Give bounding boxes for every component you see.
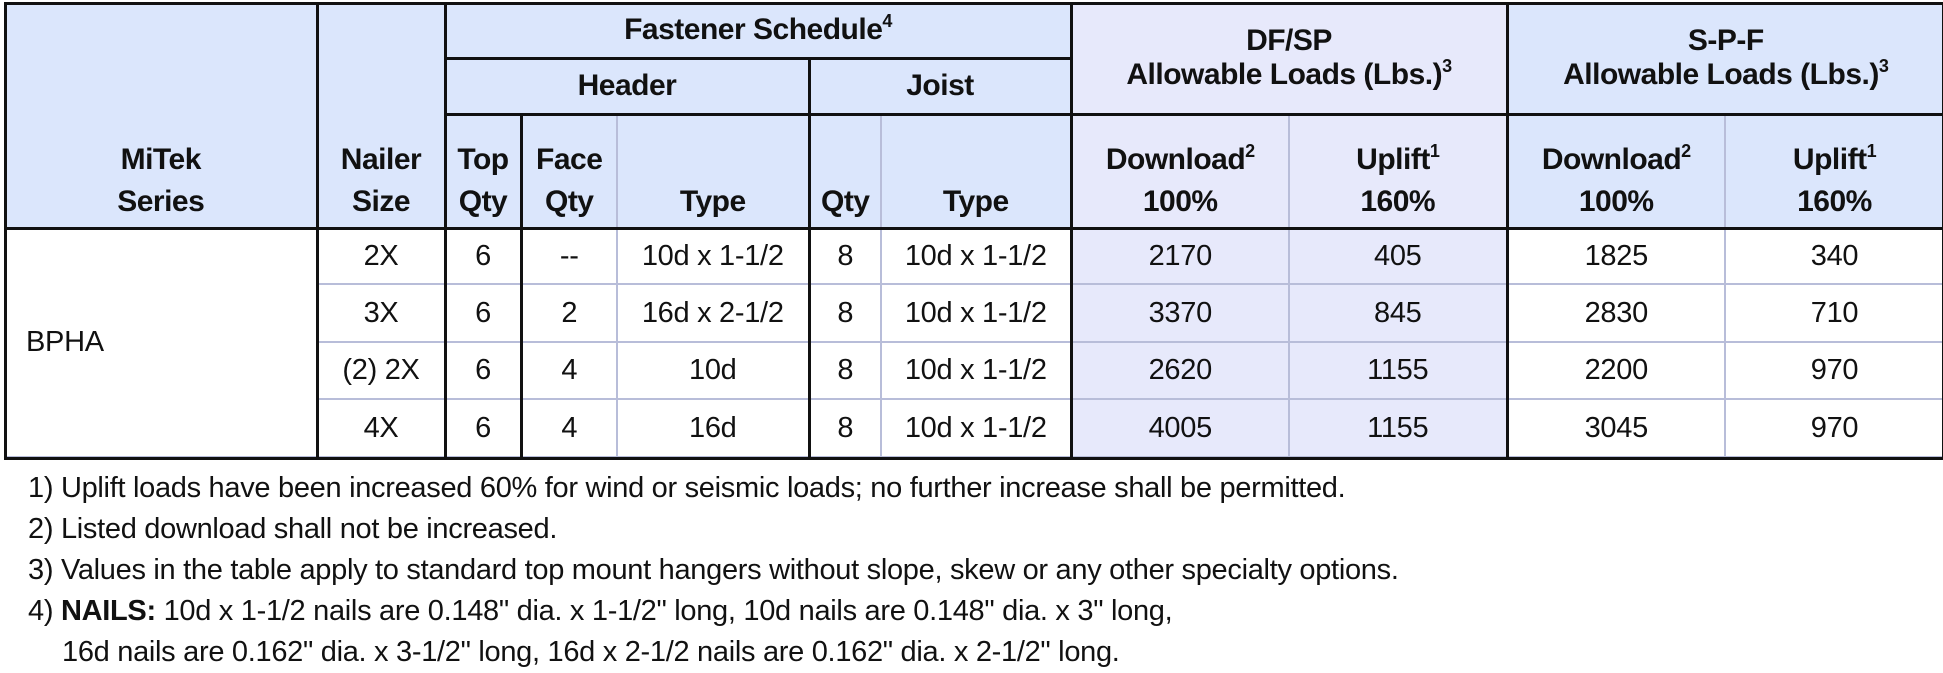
spf-uplift-label: Uplift — [1792, 142, 1867, 176]
header-joist-type — [881, 114, 1071, 228]
joist-type-cell: 10d x 1-1/2 — [881, 342, 1071, 400]
header-dfsp — [1071, 3, 1507, 114]
header-face-qty — [521, 114, 617, 228]
dfsp-allowable-label: Allowable Loads (Lbs.) — [1126, 58, 1443, 92]
spf-uplift-cell: 970 — [1725, 399, 1943, 457]
dfsp-download-cell: 4005 — [1071, 399, 1289, 457]
spf-uplift-pct: 160% — [1797, 184, 1872, 218]
footnote-ref-4: 4 — [882, 11, 892, 32]
series-label-line1: MiTek — [120, 142, 201, 176]
dfsp-uplift-cell: 405 — [1289, 228, 1507, 284]
header-group-label: Header — [577, 69, 677, 102]
spf-download-cell: 3045 — [1507, 399, 1725, 457]
header-joist-group — [809, 58, 1071, 114]
joist-qty-label: Qty — [820, 184, 870, 218]
nailer-label-line2: Size — [351, 184, 411, 218]
top-qty-cell: 6 — [445, 284, 521, 342]
dfsp-uplift-pct: 160% — [1360, 184, 1436, 218]
footnote-2: 2) Listed download shall not be increased. — [28, 513, 558, 545]
top-qty-cell: 6 — [445, 342, 521, 400]
footnote-3: 3) Values in the table apply to standard top mount hangers without slope, skew or any other specialty options. — [28, 554, 1399, 586]
footnote-ref-2: 2 — [1245, 140, 1255, 161]
face-qty-cell: 2 — [521, 284, 617, 342]
spf-uplift-cell: 340 — [1725, 228, 1943, 284]
footnote-4-continued: 16d nails are 0.162" dia. x 3-1/2" long, 16d x 2-1/2 nails are 0.162" dia. x 2-1/2" long. — [62, 636, 1120, 668]
header-joist-qty — [809, 114, 881, 228]
dfsp-download-pct: 100% — [1142, 184, 1218, 218]
spf-download-cell: 1825 — [1507, 228, 1725, 284]
face-qty-cell: 4 — [521, 399, 617, 457]
dfsp-download-cell: 2170 — [1071, 228, 1289, 284]
joist-type-label: Type — [942, 184, 1009, 218]
footnote-1: 1) Uplift loads have been increased 60% for wind or seismic loads; no further increase shall be permitted. — [28, 472, 1346, 504]
spf-label: S-P-F — [1687, 24, 1764, 58]
header-spf-download — [1507, 114, 1725, 228]
footnotes — [28, 468, 1399, 673]
joist-qty-cell: 8 — [809, 342, 881, 400]
header-header-type — [617, 114, 809, 228]
footnote-ref-3: 3 — [1878, 56, 1889, 77]
joist-type-cell: 10d x 1-1/2 — [881, 228, 1071, 284]
footnote-ref-1: 1 — [1866, 140, 1877, 161]
header-mitek-series — [5, 3, 317, 228]
dfsp-uplift-label: Uplift — [1356, 142, 1430, 176]
header-dfsp-download — [1071, 114, 1289, 228]
top-qty-cell: 6 — [445, 399, 521, 457]
joist-qty-cell: 8 — [809, 399, 881, 457]
header-spf — [1507, 3, 1943, 114]
face-qty-line1: Face — [536, 142, 603, 176]
series-cell: BPHA — [5, 228, 317, 457]
load-table — [4, 2, 1943, 458]
header-dfsp-uplift — [1289, 114, 1507, 228]
fastener-schedule-label: Fastener Schedule — [624, 13, 883, 47]
nailer-cell: (2) 2X — [317, 342, 445, 400]
top-qty-cell: 6 — [445, 228, 521, 284]
joist-type-cell: 10d x 1-1/2 — [881, 284, 1071, 342]
dfsp-uplift-cell: 1155 — [1289, 399, 1507, 457]
table-row — [5, 228, 1943, 284]
footnote-4 — [28, 591, 1399, 632]
face-qty-cell: -- — [521, 228, 617, 284]
nailer-cell: 3X — [317, 284, 445, 342]
dfsp-download-cell: 3370 — [1071, 284, 1289, 342]
header-spf-uplift — [1725, 114, 1943, 228]
joist-group-label: Joist — [906, 69, 974, 102]
header-fastener-schedule — [445, 3, 1071, 58]
face-qty-line2: Qty — [544, 184, 594, 218]
face-qty-cell: 4 — [521, 342, 617, 400]
joist-qty-cell: 8 — [809, 284, 881, 342]
nailer-cell: 4X — [317, 399, 445, 457]
spf-download-cell: 2200 — [1507, 342, 1725, 400]
spf-uplift-cell: 710 — [1725, 284, 1943, 342]
footnote-4-text: 10d x 1-1/2 nails are 0.148" dia. x 1-1/2" long, 10d nails are 0.148" dia. x 3" long, — [155, 595, 1173, 627]
spf-download-pct: 100% — [1578, 184, 1654, 218]
dfsp-uplift-cell: 845 — [1289, 284, 1507, 342]
spf-download-cell: 2830 — [1507, 284, 1725, 342]
joist-type-cell: 10d x 1-1/2 — [881, 399, 1071, 457]
header-type-cell: 16d x 2-1/2 — [617, 284, 809, 342]
spf-allowable-label: Allowable Loads (Lbs.) — [1563, 58, 1879, 92]
series-label-line2: Series — [117, 184, 205, 218]
header-type-cell: 10d — [617, 342, 809, 400]
spf-download-label: Download — [1541, 142, 1682, 176]
joist-qty-cell: 8 — [809, 228, 881, 284]
top-qty-line2: Qty — [458, 184, 508, 218]
dfsp-download-label: Download — [1105, 142, 1246, 176]
header-type-cell: 10d x 1-1/2 — [617, 228, 809, 284]
footnote-ref-1: 1 — [1429, 140, 1440, 161]
dfsp-label: DF/SP — [1246, 24, 1332, 58]
top-qty-line1: Top — [457, 142, 509, 176]
header-nailer-size — [317, 3, 445, 228]
nailer-label-line1: Nailer — [340, 142, 422, 176]
header-header-group — [445, 58, 809, 114]
footnote-4-prefix: 4) — [28, 595, 61, 627]
header-top-qty — [445, 114, 521, 228]
footnote-ref-3: 3 — [1442, 56, 1452, 77]
header-type-cell: 16d — [617, 399, 809, 457]
dfsp-uplift-cell: 1155 — [1289, 342, 1507, 400]
nailer-cell: 2X — [317, 228, 445, 284]
footnote-ref-2: 2 — [1681, 140, 1691, 161]
dfsp-download-cell: 2620 — [1071, 342, 1289, 400]
spf-uplift-cell: 970 — [1725, 342, 1943, 400]
footnote-4-bold: NAILS: — [60, 595, 156, 627]
header-type-label: Type — [679, 184, 746, 218]
